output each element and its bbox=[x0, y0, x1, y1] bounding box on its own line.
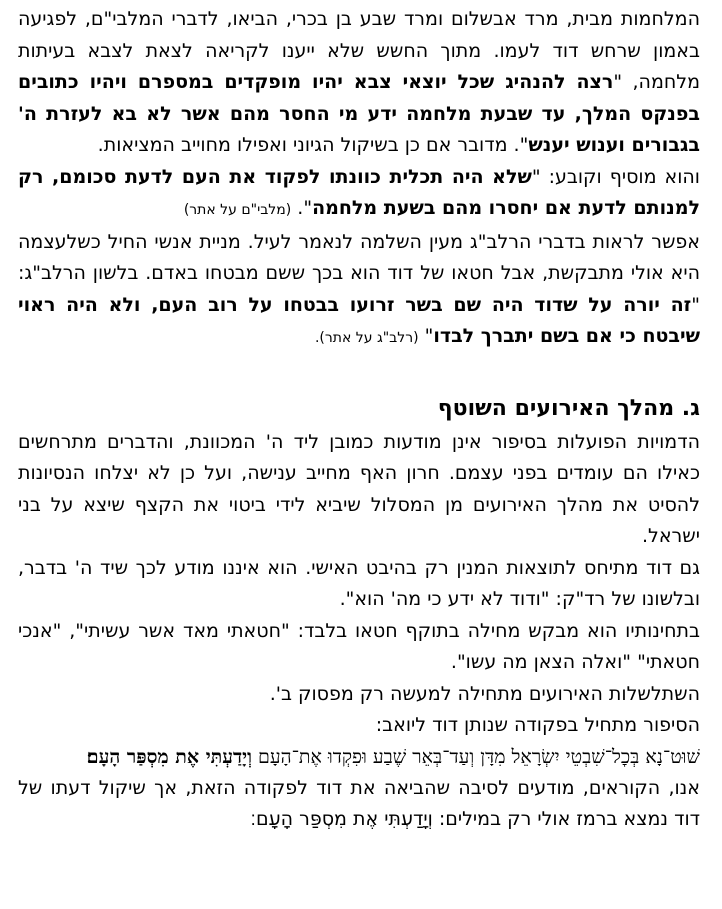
paragraph-supplications: בתחינותיו הוא מבקש מחילה בתוקף חטאו בלבד: "חטאתי מאד אשר עשיתי", "אנכי חטאתי" "ואלה הצאן מה עשו". bbox=[18, 619, 700, 673]
text: אפשר לראות בדברי הרלב"ג מעין השלמה לנאמר לעיל. מניית אנשי החיל כשלעצמה היא אולי מתבקשת, אבל חטאו של דוד הוא בכך ששם מבטחו באדם. בלשון הרלב"ג: " bbox=[18, 230, 700, 316]
paragraph-chain-of-events: השתלשלות האירועים מתחילה למעשה רק מפסוק ב'. bbox=[269, 682, 700, 705]
verse-text: שׁוּט־נָא בְּכׇל־שִׁבְטֵי יִשְׂרָאֵל מִדָּן וְעַד־בְּאֵר שֶׁבַע וּפִקְדוּ אֶת־הָעָם bbox=[252, 745, 700, 768]
section-gap bbox=[18, 355, 700, 391]
ralbag-quote: זה יורה על שדוד היה שם בשר זרועו בבטחו על רוב העם, ולא היה ראוי שיבטח כי אם בשם יתברך לבדו bbox=[18, 293, 700, 347]
source-citation: (מלבי"ם על אתר) bbox=[183, 202, 292, 218]
text: ". מדובר אם כן בשיקול הגיוני ואפילו מחוייב המציאות. bbox=[97, 134, 529, 156]
verse-emphasis: וְיָדַעְתִּי אֶת מִסְפַּר הָעָם׃ bbox=[86, 745, 252, 768]
source-citation: (רלב"ג על אתר). bbox=[314, 330, 419, 346]
paragraph-story-begins: הסיפור מתחיל בפקודה שנותן דוד ליואב: bbox=[375, 714, 700, 736]
document-page bbox=[18, 4, 700, 836]
text: " bbox=[418, 325, 434, 347]
paragraph-ralbag bbox=[18, 227, 700, 355]
malbim-quote: רצה להנהיג שכל יוצאי צבא יהיו מופקדים במספרם ויהיו כתובים בפנקס המלך, עד שבעת מלחמה ידע מי החסר מהם אשר לא בא לעזרת ה' בגבורים וענוש יענש bbox=[18, 71, 700, 156]
paragraph-readers: אנו, הקוראים, מודעים לסיבה שהביאה את דוד לפקודה הזאת, אך שיקול דעתו של דוד נמצא ברמז אולי רק במילים: וְיָדַעְתִּי אֶת מִסְפַּר הָעָם׃ bbox=[18, 776, 700, 830]
paragraph-malbim-2 bbox=[18, 162, 700, 227]
paragraph-david-census: גם דוד מתיחס לתוצאות המנין רק בהיבט האישי. הוא איננו מודע לכך שיד ה' בדבר, ובלשונו של רד"ק: "ודוד לא ידע כי מה' הוא". bbox=[18, 556, 700, 610]
paragraph-malbim-1 bbox=[18, 4, 700, 162]
section-heading: ג. מהלך האירועים השוטף bbox=[437, 395, 700, 421]
text: והוא מוסיף וקובע: " bbox=[531, 165, 700, 188]
text: ". bbox=[291, 197, 313, 219]
text: המלחמות מבית, מרד אבשלום ומרד שבע בן בכרי, הביאו, לדברי המלבי"ם, לפגיעה באמון שרחש דוד לעמו. מתוך החשש שלא ייענו לקריאה לצאת לצבא בעיתות מלחמה, " bbox=[18, 8, 700, 93]
malbim-quote: שלא היה תכלית כוונתו לפקוד את העם לדעת סכומם, רק למנותם לדעת אם יחסרו מהם בשעת מלחמה bbox=[18, 165, 700, 219]
bible-verse bbox=[18, 742, 700, 773]
paragraph-figures: הדמויות הפועלות בסיפור אינן מודעות כמובן ליד ה' המכוונת, והדברים מתרחשים כאילו הם עומדים בפני עצמם. חרון האף מחייב ענישה, ועל כן לא יצלחו הנסיונות להסיט את מהלך האירועים מן המסלול שיביא לידי ביטוי את הקצף שיצא על בני ישראל. bbox=[18, 430, 700, 547]
